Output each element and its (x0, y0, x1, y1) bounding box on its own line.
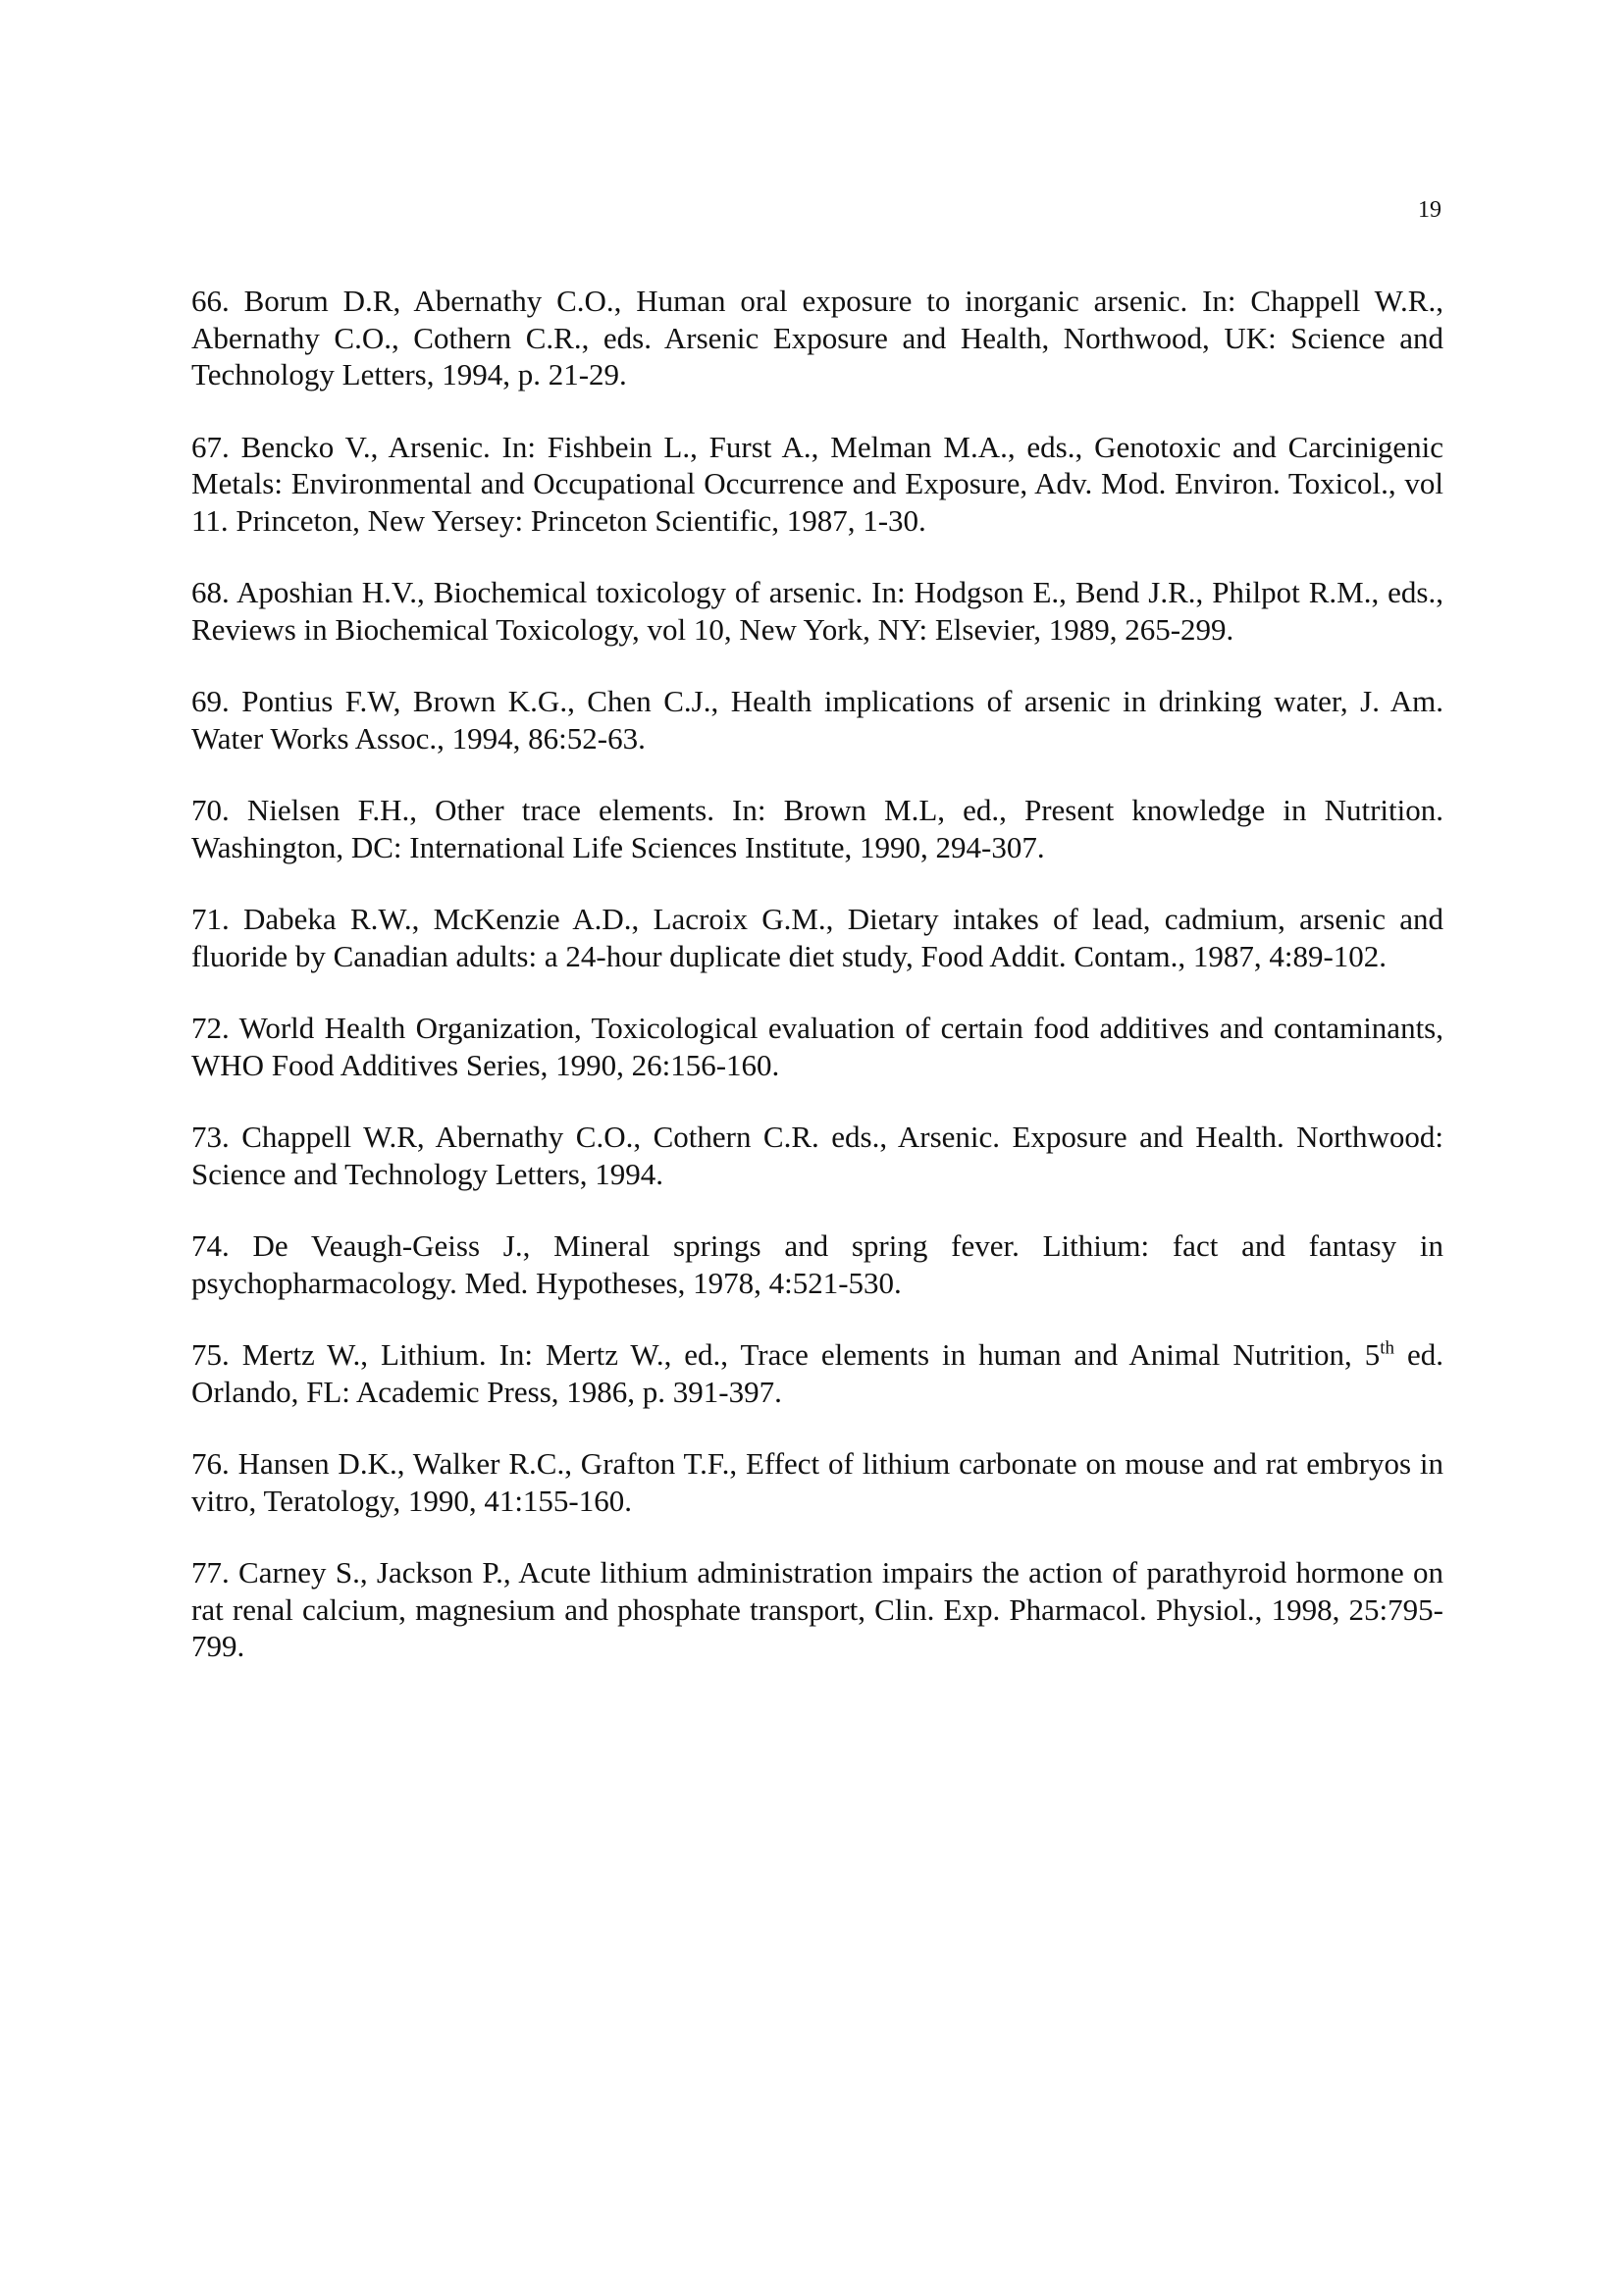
reference-73: 73. Chappell W.R, Abernathy C.O., Cothern C.R. eds., Arsenic. Exposure and Health. Northwood: Science and Technology Letters, 1994. (191, 1120, 1443, 1191)
reference-74: 74. De Veaugh-Geiss J., Mineral springs and spring fever. Lithium: fact and fantasy in psychopharmacology. Med. Hypotheses, 1978, 4:521-530. (191, 1228, 1443, 1300)
page-number: 19 (1418, 197, 1441, 223)
reference-75-text-end: ed. Orlando, FL: Academic Press, 1986, p. 391-397. (191, 1337, 1444, 1409)
reference-66: 66. Borum D.R, Abernathy C.O., Human oral exposure to inorganic arsenic. In: Chappell W.R., Abernathy C.O., Cothern C.R., eds. Arsenic Exposure and Health, Northwood, UK: Science and Technology Letters, 1994, p. 21-29. (191, 284, 1443, 391)
reference-75-text-start: 75. Mertz W., Lithium. In: Mertz W., ed., Trace elements in human and Animal Nutrition, 5 (191, 1337, 1381, 1372)
reference-70: 70. Nielsen F.H., Other trace elements. In: Brown M.L, ed., Present knowledge in Nutrition. Washington, DC: International Life Sciences Institute, 1990, 294-307. (191, 793, 1443, 864)
reference-71: 71. Dabeka R.W., McKenzie A.D., Lacroix G.M., Dietary intakes of lead, cadmium, arsenic and fluoride by Canadian adults: a 24-hour duplicate diet study, Food Addit. Contam., 1987, 4:89-102. (191, 902, 1443, 973)
reference-76: 76. Hansen D.K., Walker R.C., Grafton T.F., Effect of lithium carbonate on mouse and rat embryos in vitro, Teratology, 1990, 41:155-160. (191, 1446, 1443, 1518)
reference-72: 72. World Health Organization, Toxicological evaluation of certain food additives and contaminants, WHO Food Additives Series, 1990, 26:156-160. (191, 1011, 1443, 1082)
reference-75-superscript: th (1380, 1337, 1395, 1359)
reference-75 (191, 1336, 1443, 1410)
reference-67: 67. Bencko V., Arsenic. In: Fishbein L., Furst A., Melman M.A., eds., Genotoxic and Carcinigenic Metals: Environmental and Occupational Occurrence and Exposure, Adv. Mod. Environ. Toxicol., vol 11. Princeton, New Yersey: Princeton Scientific, 1987, 1-30. (191, 429, 1443, 538)
reference-68: 68. Aposhian H.V., Biochemical toxicology of arsenic. In: Hodgson E., Bend J.R., Philpot R.M., eds., Reviews in Biochemical Toxicology, vol 10, New York, NY: Elsevier, 1989, 265-299. (191, 575, 1443, 647)
reference-69: 69. Pontius F.W, Brown K.G., Chen C.J., Health implications of arsenic in drinking water, J. Am. Water Works Assoc., 1994, 86:52-63. (191, 684, 1443, 756)
reference-77: 77. Carney S., Jackson P., Acute lithium administration impairs the action of parathyroid hormone on rat renal calcium, magnesium and phosphate transport, Clin. Exp. Pharmacol. Physiol., 1998, 25:795-799. (191, 1555, 1443, 1663)
reference-list (191, 283, 1443, 1700)
